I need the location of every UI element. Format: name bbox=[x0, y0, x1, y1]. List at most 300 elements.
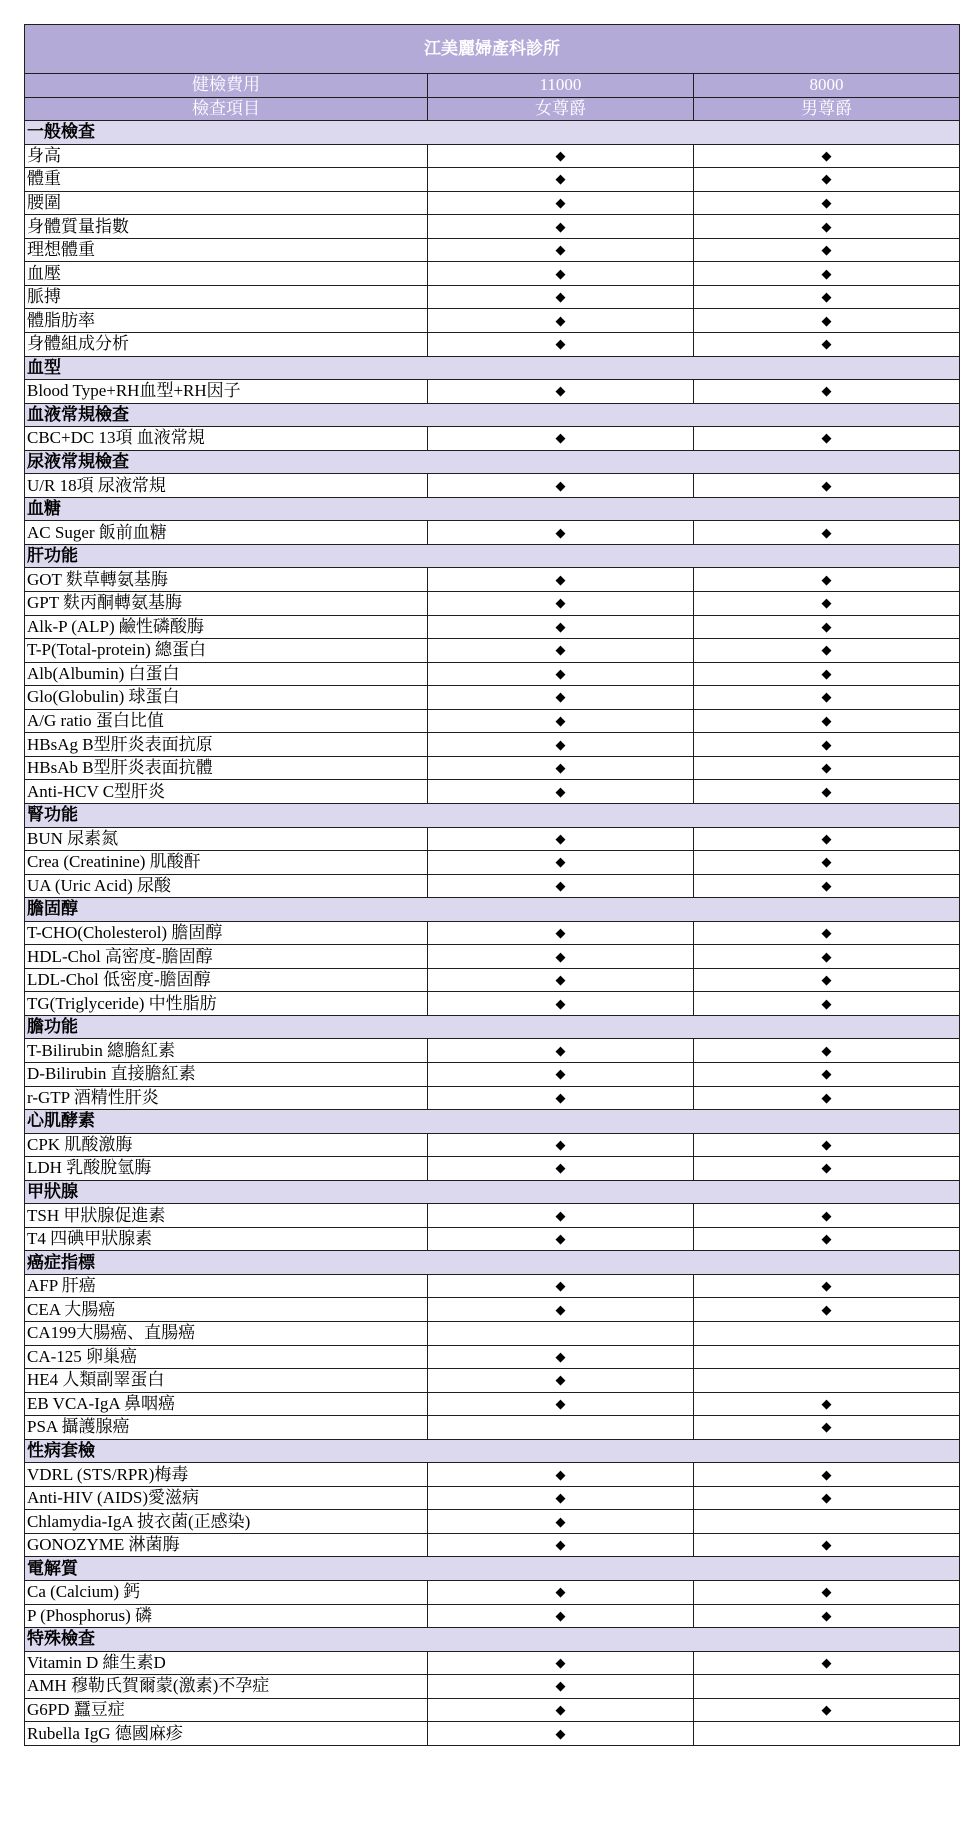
table-row bbox=[25, 262, 960, 286]
diamond-mark-icon: ◆ bbox=[821, 665, 832, 681]
diamond-mark-icon: ◆ bbox=[555, 171, 566, 187]
diamond-mark-icon: ◆ bbox=[555, 830, 566, 846]
table-row bbox=[25, 568, 960, 592]
female-included-cell bbox=[428, 309, 694, 333]
diamond-mark-icon: ◆ bbox=[821, 1278, 832, 1294]
diamond-mark-icon: ◆ bbox=[555, 430, 566, 446]
male-included-cell bbox=[694, 709, 960, 733]
diamond-mark-icon: ◆ bbox=[555, 1136, 566, 1152]
diamond-mark-icon: ◆ bbox=[555, 665, 566, 681]
female-included-cell bbox=[428, 238, 694, 262]
item-name: Anti-HIV (AIDS)愛滋病 bbox=[25, 1486, 428, 1510]
male-included-cell bbox=[694, 733, 960, 757]
female-included-cell bbox=[428, 1486, 694, 1510]
item-name: CA-125 卵巢癌 bbox=[25, 1345, 428, 1369]
table-row bbox=[25, 827, 960, 851]
clinic-name: 江美麗婦產科診所 bbox=[25, 25, 960, 74]
diamond-mark-icon: ◆ bbox=[821, 924, 832, 940]
section-title: 甲狀腺 bbox=[25, 1180, 960, 1204]
female-included-cell bbox=[428, 921, 694, 945]
male-included-cell bbox=[694, 1157, 960, 1181]
diamond-mark-icon: ◆ bbox=[555, 265, 566, 281]
male-included-cell bbox=[694, 380, 960, 404]
item-name: 身體組成分析 bbox=[25, 333, 428, 357]
male-included-cell bbox=[694, 639, 960, 663]
diamond-mark-icon: ◆ bbox=[821, 1490, 832, 1506]
diamond-mark-icon: ◆ bbox=[821, 1089, 832, 1105]
diamond-mark-icon: ◆ bbox=[555, 689, 566, 705]
diamond-mark-icon: ◆ bbox=[555, 948, 566, 964]
female-included-cell bbox=[428, 215, 694, 239]
section-title: 膽功能 bbox=[25, 1015, 960, 1039]
section-title: 一般檢查 bbox=[25, 121, 960, 145]
table-row bbox=[25, 1463, 960, 1487]
item-name: 脈搏 bbox=[25, 285, 428, 309]
diamond-mark-icon: ◆ bbox=[821, 713, 832, 729]
male-included-cell bbox=[694, 968, 960, 992]
item-name: 身體質量指數 bbox=[25, 215, 428, 239]
diamond-mark-icon: ◆ bbox=[821, 783, 832, 799]
table-row bbox=[25, 285, 960, 309]
table-row bbox=[25, 921, 960, 945]
male-included-cell bbox=[694, 992, 960, 1016]
diamond-mark-icon: ◆ bbox=[821, 689, 832, 705]
diamond-mark-icon: ◆ bbox=[821, 1207, 832, 1223]
table-row bbox=[25, 309, 960, 333]
male-included-cell bbox=[694, 827, 960, 851]
diamond-mark-icon: ◆ bbox=[821, 289, 832, 305]
diamond-mark-icon: ◆ bbox=[555, 713, 566, 729]
diamond-mark-icon: ◆ bbox=[821, 1066, 832, 1082]
table-row bbox=[25, 992, 960, 1016]
female-included-cell bbox=[428, 874, 694, 898]
table-row bbox=[25, 238, 960, 262]
table-row bbox=[25, 1722, 960, 1746]
diamond-mark-icon: ◆ bbox=[821, 1654, 832, 1670]
male-included-cell bbox=[694, 1039, 960, 1063]
diamond-mark-icon: ◆ bbox=[821, 218, 832, 234]
table-row bbox=[25, 851, 960, 875]
female-included-cell bbox=[428, 1298, 694, 1322]
female-included-cell bbox=[428, 191, 694, 215]
female-included-cell bbox=[428, 615, 694, 639]
section-row bbox=[25, 121, 960, 145]
diamond-mark-icon: ◆ bbox=[555, 1348, 566, 1364]
male-included-cell bbox=[694, 1698, 960, 1722]
male-included-cell bbox=[694, 615, 960, 639]
female-included-cell bbox=[428, 285, 694, 309]
diamond-mark-icon: ◆ bbox=[555, 854, 566, 870]
male-included-cell bbox=[694, 921, 960, 945]
table-row bbox=[25, 1204, 960, 1228]
item-name: AFP 肝癌 bbox=[25, 1274, 428, 1298]
female-included-cell bbox=[428, 380, 694, 404]
diamond-mark-icon: ◆ bbox=[821, 1537, 832, 1553]
male-included-cell bbox=[694, 1722, 960, 1746]
female-included-cell bbox=[428, 992, 694, 1016]
male-included-cell bbox=[694, 1416, 960, 1440]
section-title: 心肌酵素 bbox=[25, 1110, 960, 1134]
male-included-cell bbox=[694, 285, 960, 309]
male-included-cell bbox=[694, 333, 960, 357]
female-included-cell bbox=[428, 1722, 694, 1746]
item-name: HBsAg B型肝炎表面抗原 bbox=[25, 733, 428, 757]
female-included-cell bbox=[428, 686, 694, 710]
diamond-mark-icon: ◆ bbox=[555, 783, 566, 799]
diamond-mark-icon: ◆ bbox=[821, 995, 832, 1011]
item-name: HBsAb B型肝炎表面抗體 bbox=[25, 756, 428, 780]
diamond-mark-icon: ◆ bbox=[555, 595, 566, 611]
diamond-mark-icon: ◆ bbox=[555, 1607, 566, 1623]
diamond-mark-icon: ◆ bbox=[821, 1160, 832, 1176]
section-row bbox=[25, 497, 960, 521]
diamond-mark-icon: ◆ bbox=[821, 877, 832, 893]
male-included-cell bbox=[694, 1274, 960, 1298]
diamond-mark-icon: ◆ bbox=[821, 147, 832, 163]
item-name: UA (Uric Acid) 尿酸 bbox=[25, 874, 428, 898]
table-row bbox=[25, 1133, 960, 1157]
female-plan-name: 女尊爵 bbox=[428, 97, 694, 121]
table-row bbox=[25, 1604, 960, 1628]
diamond-mark-icon: ◆ bbox=[821, 1395, 832, 1411]
diamond-mark-icon: ◆ bbox=[821, 760, 832, 776]
table-row bbox=[25, 1651, 960, 1675]
section-title: 肝功能 bbox=[25, 544, 960, 568]
title-row bbox=[25, 25, 960, 74]
diamond-mark-icon: ◆ bbox=[821, 312, 832, 328]
diamond-mark-icon: ◆ bbox=[821, 242, 832, 258]
section-row bbox=[25, 803, 960, 827]
diamond-mark-icon: ◆ bbox=[821, 1419, 832, 1435]
male-included-cell bbox=[694, 568, 960, 592]
section-row bbox=[25, 1557, 960, 1581]
item-name: Crea (Creatinine) 肌酸酐 bbox=[25, 851, 428, 875]
male-included-cell bbox=[694, 309, 960, 333]
female-included-cell bbox=[428, 1086, 694, 1110]
diamond-mark-icon: ◆ bbox=[821, 265, 832, 281]
diamond-mark-icon: ◆ bbox=[555, 1466, 566, 1482]
item-name: T-Bilirubin 總膽紅素 bbox=[25, 1039, 428, 1063]
male-included-cell bbox=[694, 756, 960, 780]
item-name: GOT 麩草轉氨基脢 bbox=[25, 568, 428, 592]
male-included-cell bbox=[694, 262, 960, 286]
table-row bbox=[25, 474, 960, 498]
diamond-mark-icon: ◆ bbox=[555, 1301, 566, 1317]
male-included-cell bbox=[694, 1345, 960, 1369]
section-title: 膽固醇 bbox=[25, 898, 960, 922]
female-included-cell bbox=[428, 1274, 694, 1298]
diamond-mark-icon: ◆ bbox=[555, 1395, 566, 1411]
section-title: 癌症指標 bbox=[25, 1251, 960, 1275]
item-name: CPK 肌酸激脢 bbox=[25, 1133, 428, 1157]
female-included-cell bbox=[428, 1204, 694, 1228]
item-name: GONOZYME 淋菌脢 bbox=[25, 1533, 428, 1557]
male-included-cell bbox=[694, 191, 960, 215]
diamond-mark-icon: ◆ bbox=[555, 1678, 566, 1694]
female-included-cell bbox=[428, 709, 694, 733]
male-included-cell bbox=[694, 945, 960, 969]
item-name: VDRL (STS/RPR)梅毒 bbox=[25, 1463, 428, 1487]
table-row bbox=[25, 333, 960, 357]
diamond-mark-icon: ◆ bbox=[555, 736, 566, 752]
female-included-cell bbox=[428, 662, 694, 686]
item-name: T4 四碘甲狀腺素 bbox=[25, 1227, 428, 1251]
male-included-cell bbox=[694, 521, 960, 545]
female-included-cell bbox=[428, 1533, 694, 1557]
item-name: 腰圍 bbox=[25, 191, 428, 215]
table-row bbox=[25, 521, 960, 545]
male-included-cell bbox=[694, 1392, 960, 1416]
item-name: Blood Type+RH血型+RH因子 bbox=[25, 380, 428, 404]
female-included-cell bbox=[428, 1698, 694, 1722]
diamond-mark-icon: ◆ bbox=[555, 1513, 566, 1529]
diamond-mark-icon: ◆ bbox=[555, 1231, 566, 1247]
female-included-cell bbox=[428, 1227, 694, 1251]
diamond-mark-icon: ◆ bbox=[821, 195, 832, 210]
diamond-mark-icon: ◆ bbox=[555, 477, 566, 493]
female-included-cell bbox=[428, 474, 694, 498]
female-included-cell bbox=[428, 168, 694, 192]
diamond-mark-icon: ◆ bbox=[821, 1466, 832, 1482]
male-plan-price: 8000 bbox=[694, 74, 960, 98]
table-row bbox=[25, 1675, 960, 1699]
male-included-cell bbox=[694, 1463, 960, 1487]
male-included-cell bbox=[694, 874, 960, 898]
female-plan-price: 11000 bbox=[428, 74, 694, 98]
female-included-cell bbox=[428, 521, 694, 545]
female-included-cell bbox=[428, 1510, 694, 1534]
item-name: 身高 bbox=[25, 144, 428, 168]
section-title: 血糖 bbox=[25, 497, 960, 521]
table-row bbox=[25, 874, 960, 898]
item-name: BUN 尿素氮 bbox=[25, 827, 428, 851]
diamond-mark-icon: ◆ bbox=[555, 242, 566, 258]
item-name: LDH 乳酸脫氫脢 bbox=[25, 1157, 428, 1181]
diamond-mark-icon: ◆ bbox=[821, 1231, 832, 1247]
diamond-mark-icon: ◆ bbox=[821, 430, 832, 446]
diamond-mark-icon: ◆ bbox=[821, 830, 832, 846]
female-included-cell bbox=[428, 1463, 694, 1487]
item-name: Anti-HCV C型肝炎 bbox=[25, 780, 428, 804]
diamond-mark-icon: ◆ bbox=[821, 595, 832, 611]
item-name: LDL-Chol 低密度-膽固醇 bbox=[25, 968, 428, 992]
female-included-cell bbox=[428, 1062, 694, 1086]
item-name: Glo(Globulin) 球蛋白 bbox=[25, 686, 428, 710]
table-row bbox=[25, 191, 960, 215]
diamond-mark-icon: ◆ bbox=[821, 1301, 832, 1317]
diamond-mark-icon: ◆ bbox=[821, 524, 832, 540]
male-included-cell bbox=[694, 1604, 960, 1628]
table-row bbox=[25, 1157, 960, 1181]
section-row bbox=[25, 450, 960, 474]
section-row bbox=[25, 1439, 960, 1463]
diamond-mark-icon: ◆ bbox=[821, 336, 832, 352]
table-row bbox=[25, 709, 960, 733]
section-row bbox=[25, 1110, 960, 1134]
male-included-cell bbox=[694, 1675, 960, 1699]
table-row bbox=[25, 592, 960, 616]
diamond-mark-icon: ◆ bbox=[555, 995, 566, 1011]
table-row bbox=[25, 380, 960, 404]
female-included-cell bbox=[428, 1369, 694, 1393]
male-included-cell bbox=[694, 1369, 960, 1393]
diamond-mark-icon: ◆ bbox=[555, 147, 566, 163]
female-included-cell bbox=[428, 144, 694, 168]
female-included-cell bbox=[428, 733, 694, 757]
table-row bbox=[25, 1392, 960, 1416]
table-row bbox=[25, 144, 960, 168]
item-name: r-GTP 酒精性肝炎 bbox=[25, 1086, 428, 1110]
item-name: D-Bilirubin 直接膽紅素 bbox=[25, 1062, 428, 1086]
section-row bbox=[25, 1180, 960, 1204]
diamond-mark-icon: ◆ bbox=[821, 1584, 832, 1600]
table-row bbox=[25, 168, 960, 192]
item-name: AC Suger 飯前血糖 bbox=[25, 521, 428, 545]
male-included-cell bbox=[694, 686, 960, 710]
diamond-mark-icon: ◆ bbox=[555, 1584, 566, 1600]
female-included-cell bbox=[428, 1133, 694, 1157]
diamond-mark-icon: ◆ bbox=[821, 383, 832, 399]
male-included-cell bbox=[694, 1133, 960, 1157]
table-row bbox=[25, 1298, 960, 1322]
female-included-cell bbox=[428, 1416, 694, 1440]
male-included-cell bbox=[694, 1204, 960, 1228]
male-included-cell bbox=[694, 1533, 960, 1557]
section-title: 腎功能 bbox=[25, 803, 960, 827]
item-name: AMH 穆勒氏賀爾蒙(激素)不孕症 bbox=[25, 1675, 428, 1699]
diamond-mark-icon: ◆ bbox=[555, 1702, 566, 1717]
male-included-cell bbox=[694, 1321, 960, 1345]
diamond-mark-icon: ◆ bbox=[555, 1089, 566, 1105]
female-included-cell bbox=[428, 1675, 694, 1699]
diamond-mark-icon: ◆ bbox=[821, 1607, 832, 1623]
diamond-mark-icon: ◆ bbox=[821, 477, 832, 493]
section-title: 性病套檢 bbox=[25, 1439, 960, 1463]
item-name: Vitamin D 維生素D bbox=[25, 1651, 428, 1675]
diamond-mark-icon: ◆ bbox=[555, 289, 566, 305]
item-name: Alk-P (ALP) 鹼性磷酸脢 bbox=[25, 615, 428, 639]
diamond-mark-icon: ◆ bbox=[555, 524, 566, 540]
table-row bbox=[25, 945, 960, 969]
section-row bbox=[25, 356, 960, 380]
diamond-mark-icon: ◆ bbox=[555, 760, 566, 776]
male-included-cell bbox=[694, 1062, 960, 1086]
item-name: 體重 bbox=[25, 168, 428, 192]
item-name: CEA 大腸癌 bbox=[25, 1298, 428, 1322]
table-row bbox=[25, 615, 960, 639]
item-name: T-P(Total-protein) 總蛋白 bbox=[25, 639, 428, 663]
female-included-cell bbox=[428, 592, 694, 616]
female-included-cell bbox=[428, 1392, 694, 1416]
female-included-cell bbox=[428, 639, 694, 663]
table-row bbox=[25, 1062, 960, 1086]
diamond-mark-icon: ◆ bbox=[555, 642, 566, 658]
diamond-mark-icon: ◆ bbox=[555, 336, 566, 352]
diamond-mark-icon: ◆ bbox=[555, 1725, 566, 1741]
section-row bbox=[25, 1628, 960, 1652]
male-plan-name: 男尊爵 bbox=[694, 97, 960, 121]
male-included-cell bbox=[694, 1581, 960, 1605]
diamond-mark-icon: ◆ bbox=[555, 972, 566, 988]
item-name: 血壓 bbox=[25, 262, 428, 286]
table-row bbox=[25, 1227, 960, 1251]
diamond-mark-icon: ◆ bbox=[821, 1042, 832, 1058]
female-included-cell bbox=[428, 1345, 694, 1369]
male-included-cell bbox=[694, 168, 960, 192]
male-included-cell bbox=[694, 474, 960, 498]
section-title: 電解質 bbox=[25, 1557, 960, 1581]
female-included-cell bbox=[428, 1604, 694, 1628]
diamond-mark-icon: ◆ bbox=[555, 1654, 566, 1670]
table-row bbox=[25, 733, 960, 757]
table-row bbox=[25, 215, 960, 239]
table-row bbox=[25, 1510, 960, 1534]
item-name: HDL-Chol 高密度-膽固醇 bbox=[25, 945, 428, 969]
section-row bbox=[25, 1015, 960, 1039]
section-row bbox=[25, 403, 960, 427]
item-name: CBC+DC 13項 血液常規 bbox=[25, 427, 428, 451]
diamond-mark-icon: ◆ bbox=[555, 218, 566, 234]
item-name: HE4 人類副睪蛋白 bbox=[25, 1369, 428, 1393]
female-included-cell bbox=[428, 945, 694, 969]
item-name: Rubella IgG 德國麻疹 bbox=[25, 1722, 428, 1746]
table-row bbox=[25, 1698, 960, 1722]
section-row bbox=[25, 898, 960, 922]
fee-row bbox=[25, 74, 960, 98]
female-included-cell bbox=[428, 780, 694, 804]
item-name: TG(Triglyceride) 中性脂肪 bbox=[25, 992, 428, 1016]
male-included-cell bbox=[694, 780, 960, 804]
item-name: Chlamydia-IgA 披衣菌(正感染) bbox=[25, 1510, 428, 1534]
item-name: Ca (Calcium) 鈣 bbox=[25, 1581, 428, 1605]
male-included-cell bbox=[694, 1651, 960, 1675]
diamond-mark-icon: ◆ bbox=[555, 1278, 566, 1294]
diamond-mark-icon: ◆ bbox=[555, 1490, 566, 1506]
male-included-cell bbox=[694, 215, 960, 239]
diamond-mark-icon: ◆ bbox=[555, 618, 566, 634]
male-included-cell bbox=[694, 1227, 960, 1251]
table-row bbox=[25, 1581, 960, 1605]
table-row bbox=[25, 780, 960, 804]
item-name: TSH 甲狀腺促進素 bbox=[25, 1204, 428, 1228]
diamond-mark-icon: ◆ bbox=[821, 642, 832, 658]
table-row bbox=[25, 756, 960, 780]
table-row bbox=[25, 639, 960, 663]
table-row bbox=[25, 1274, 960, 1298]
diamond-mark-icon: ◆ bbox=[821, 618, 832, 634]
female-included-cell bbox=[428, 333, 694, 357]
female-included-cell bbox=[428, 1321, 694, 1345]
female-included-cell bbox=[428, 851, 694, 875]
diamond-mark-icon: ◆ bbox=[821, 571, 832, 587]
item-name: PSA 攝護腺癌 bbox=[25, 1416, 428, 1440]
table-row bbox=[25, 686, 960, 710]
item-name: GPT 麩丙酮轉氨基脢 bbox=[25, 592, 428, 616]
female-included-cell bbox=[428, 568, 694, 592]
table-row bbox=[25, 1039, 960, 1063]
female-included-cell bbox=[428, 427, 694, 451]
item-name: Alb(Albumin) 白蛋白 bbox=[25, 662, 428, 686]
item-name: EB VCA-IgA 鼻咽癌 bbox=[25, 1392, 428, 1416]
section-title: 血液常規檢查 bbox=[25, 403, 960, 427]
item-header-row bbox=[25, 97, 960, 121]
male-included-cell bbox=[694, 1086, 960, 1110]
table-row bbox=[25, 1486, 960, 1510]
section-row bbox=[25, 1251, 960, 1275]
male-included-cell bbox=[694, 144, 960, 168]
section-title: 血型 bbox=[25, 356, 960, 380]
male-included-cell bbox=[694, 1486, 960, 1510]
